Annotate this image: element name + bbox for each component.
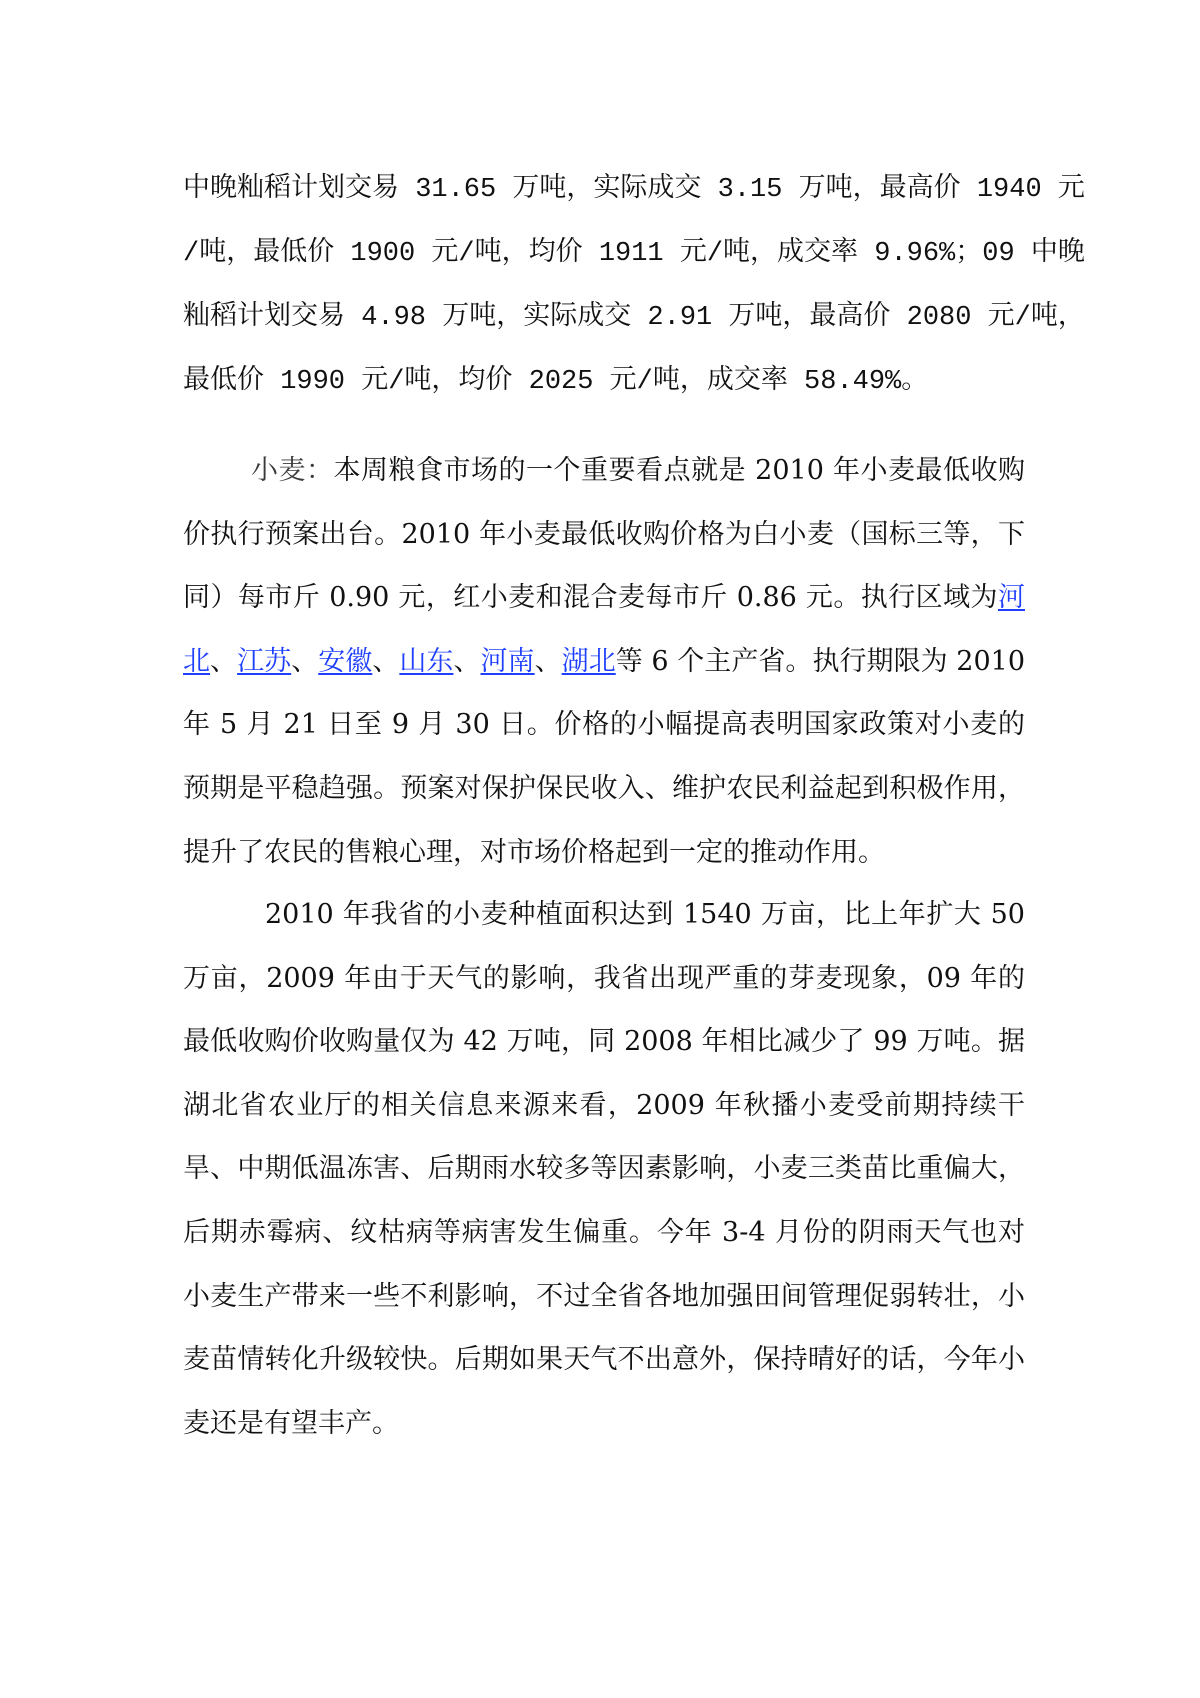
list-separator: 、 (453, 645, 481, 677)
link-hubei[interactable]: 湖北 (561, 645, 616, 677)
link-shandong[interactable]: 山东 (399, 645, 454, 677)
text-line: 中晚籼稻计划交易 31.65 万吨，实际成交 3.15 万吨，最高价 1940 元 (183, 175, 1085, 205)
link-hebei[interactable]: 河北 (183, 582, 1025, 677)
list-separator: 、 (291, 645, 319, 677)
link-henan[interactable]: 河南 (480, 645, 535, 677)
link-jiangsu[interactable]: 江苏 (237, 645, 292, 677)
wheat-policy-text: 本周粮食市场的一个重要看点就是 2010 年小麦最低收购价执行预案出台。2010 年小麦最低收购价格为白小麦（国标三等，下同）每市斤 0.90 元，红小麦和混合麦每市斤 0.86 元。执行区域为 (183, 455, 1025, 614)
wheat-policy-text-continued: 等 6 个主产省。执行期限为 2010 年 5 月 21 日至 9 月 30 日。价格的小幅提高表明国家政策对小麦的预期是平稳趋强。预案对保护保民收入、维护农民利益起到积极作用，提升了农民的售粮心理，对市场价格起到一定的推动作用。 (183, 645, 1026, 868)
list-separator: 、 (534, 645, 562, 677)
text-line: /吨，最低价 1900 元/吨，均价 1911 元/吨，成交率 9.96%；09 中晚 (183, 239, 1085, 269)
wheat-policy-paragraph (183, 439, 1025, 884)
rice-trading-paragraph (183, 158, 1085, 414)
wheat-label: 小麦： (251, 455, 334, 486)
wheat-production-paragraph: 2010 年我省的小麦种植面积达到 1540 万亩，比上年扩大 50 万亩，2009 年由于天气的影响，我省出现严重的芽麦现象，09 年的最低收购价收购量仅为 42 万吨，同 2008 年相比减少了 99 万吨。据湖北省农业厅的相关信息来源来看，2009 年秋播小麦受前期持续干旱、中期低温冻害、后期雨水较多等因素影响，小麦三类苗比重偏大，后期赤霉病、纹枯病等病害发生偏重。今年 3-4 月份的阴雨天气也对小麦生产带来一些不利影响，不过全省各地加强田间管理促弱转壮，小麦苗情转化升级较快。后期如果天气不出意外，保持晴好的话，今年小麦还是有望丰产。 (183, 899, 1025, 1439)
list-separator: 、 (372, 645, 400, 677)
text-line: 最低价 1990 元/吨，均价 2025 元/吨，成交率 58.49%。 (183, 367, 929, 397)
text-line: 籼稻计划交易 4.98 万吨，实际成交 2.91 万吨，最高价 2080 元/吨， (183, 303, 1085, 333)
link-anhui[interactable]: 安徽 (318, 645, 373, 677)
list-separator: 、 (210, 645, 238, 677)
